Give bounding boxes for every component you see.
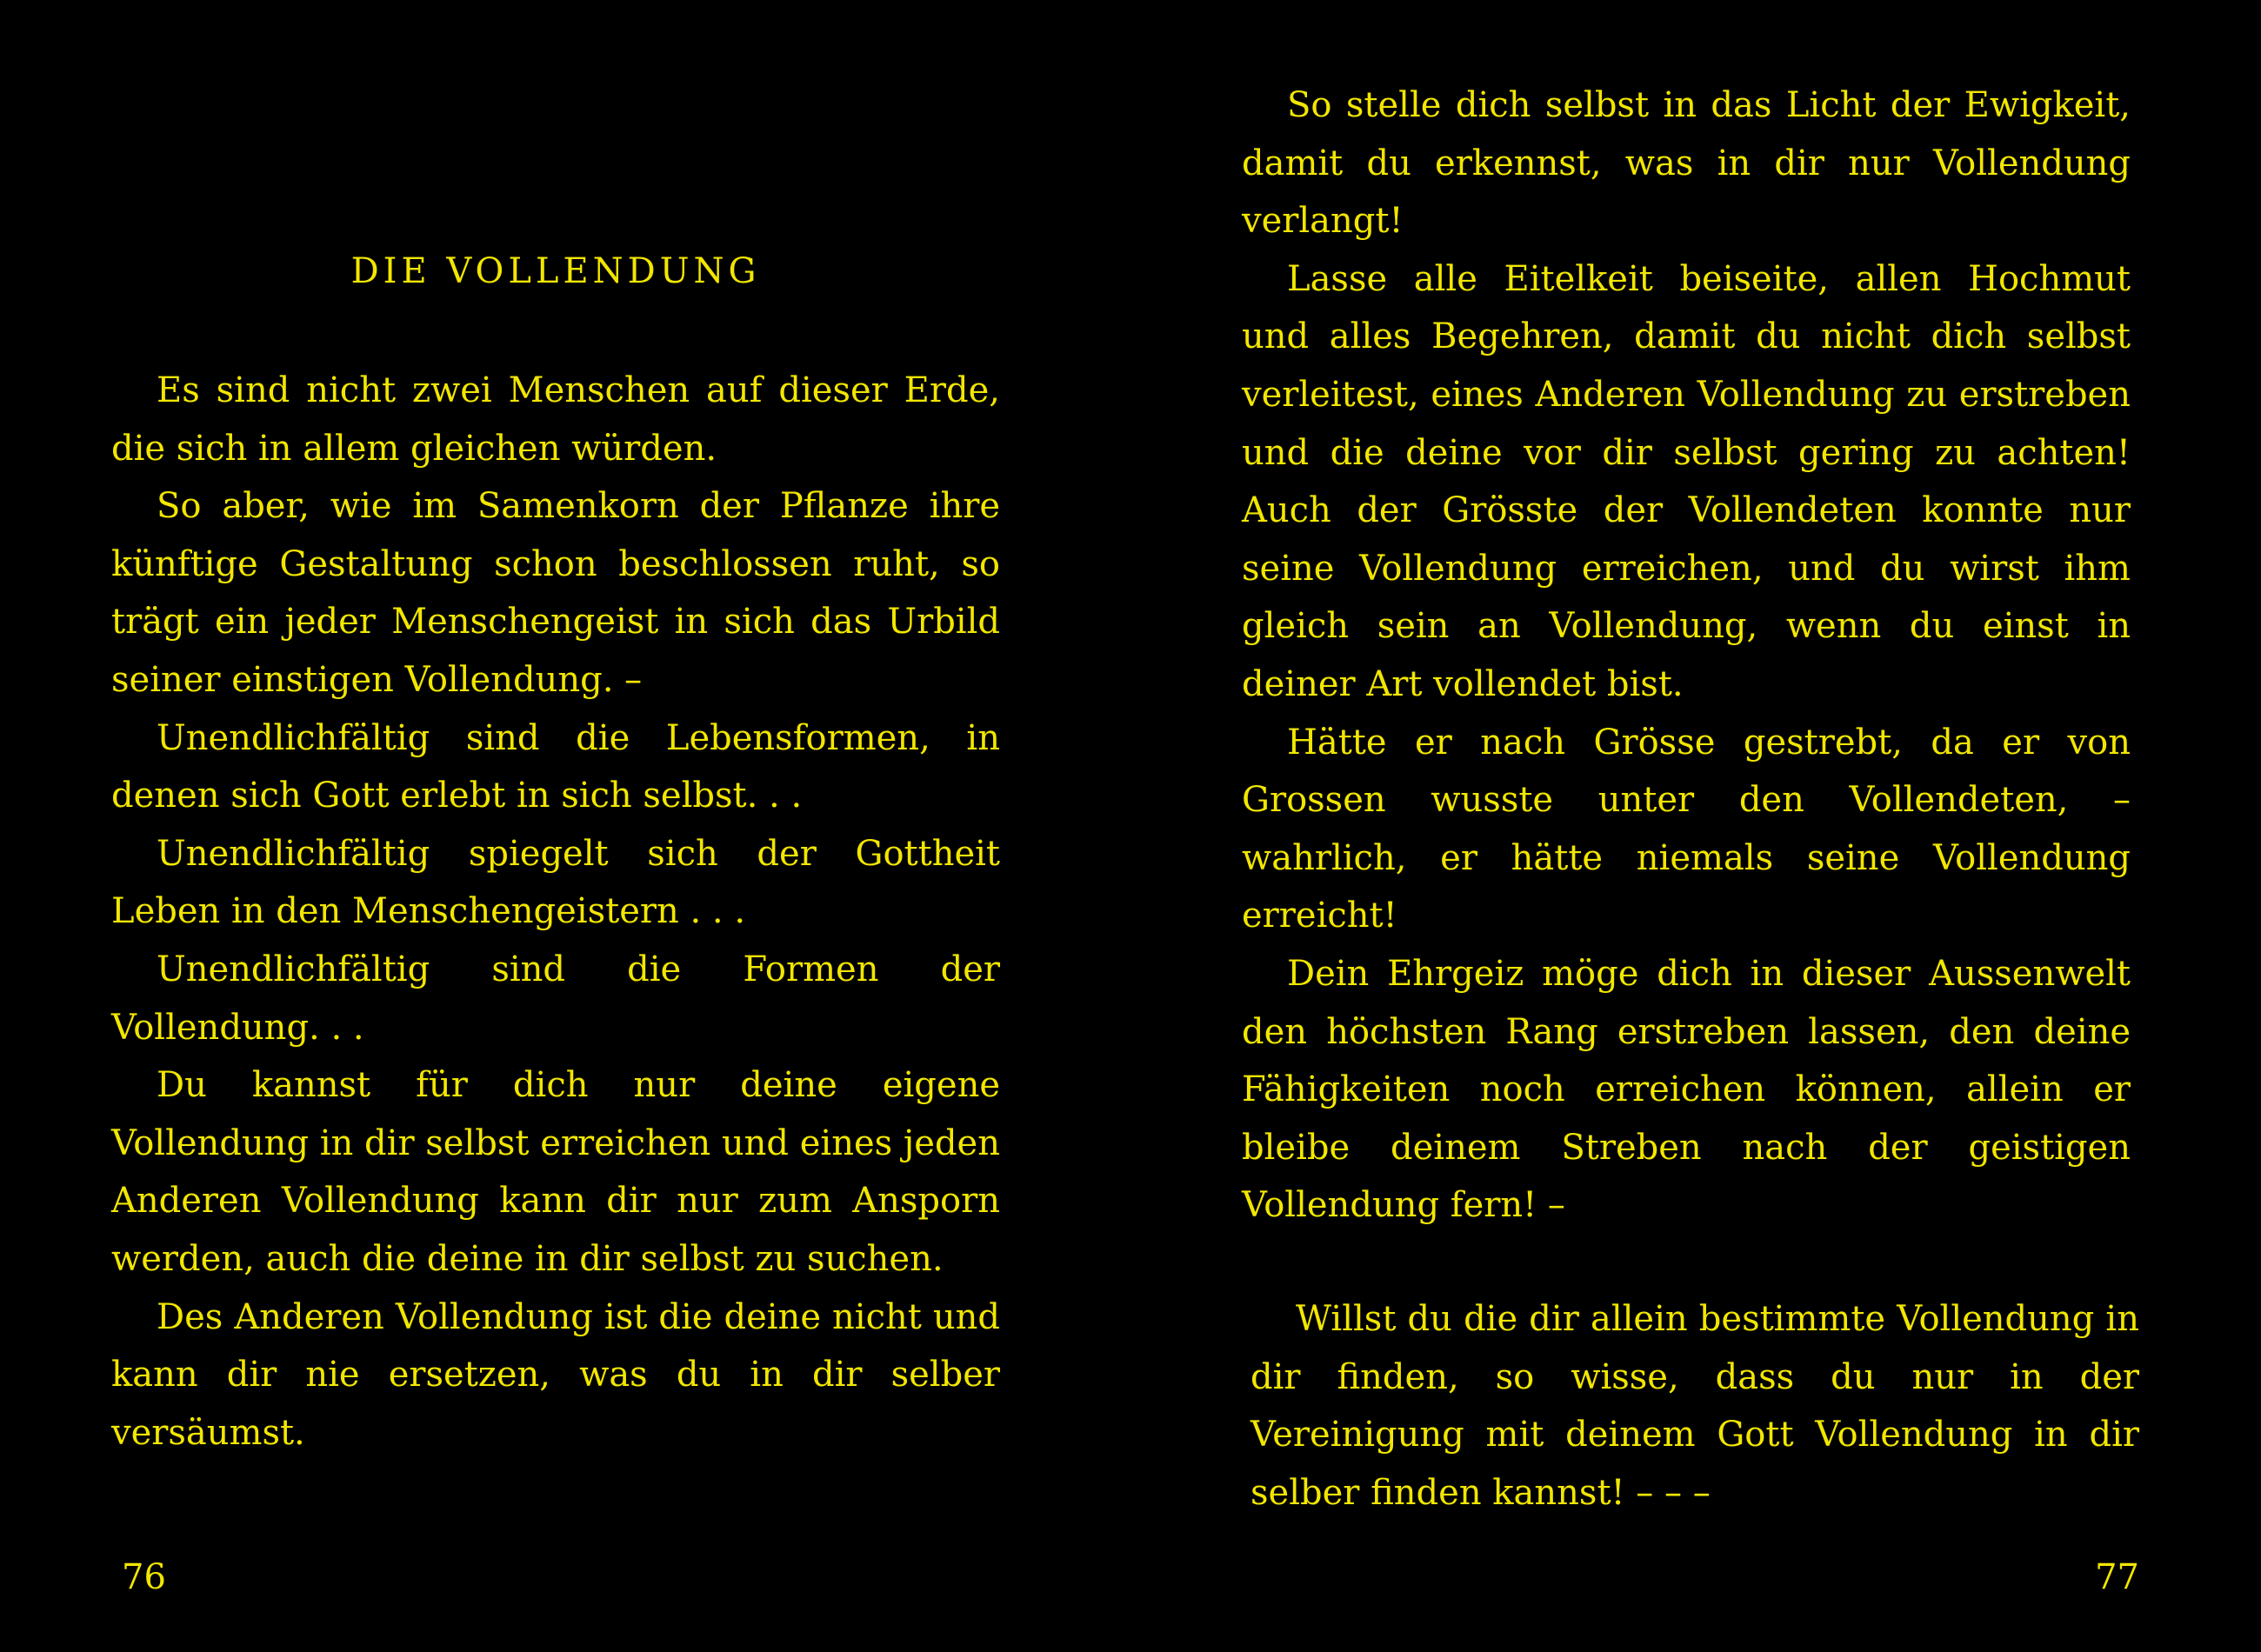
right-closing-text — [1251, 1290, 2139, 1522]
page-number-right: 77 — [2095, 1557, 2139, 1597]
right-page — [1130, 0, 2261, 1652]
paragraph: Unendlichfältig sind die Formen der Vollendung. . . — [111, 949, 1000, 1048]
paragraph: Des Anderen Vollendung ist die deine nicht und kann dir nie ersetzen, was du in dir selber versäumst. — [111, 1296, 1000, 1453]
paragraph: Willst du die dir allein bestimmte Vollendung in dir finden, so wisse, dass du nur in der Vereinigung mit deinem Gott Vollendung in dir selber finden kannst! – – – — [1251, 1299, 2139, 1513]
paragraph: Unendlichfältig spiegelt sich der Gottheit Leben in den Menschengeistern . . . — [111, 833, 1000, 932]
paragraph: Es sind nicht zwei Menschen auf dieser Erde, die sich in allem gleichen würden. — [111, 370, 1000, 469]
left-page — [0, 0, 1130, 1652]
right-body-text — [1242, 77, 2131, 1235]
paragraph: Hätte er nach Grösse gestrebt, da er von Grossen wusste unter den Vollendeten, – wahrlich, er hätte niemals seine Vollendung erreicht! — [1242, 722, 2131, 936]
paragraph: Dein Ehrgeiz möge dich in dieser Aussenwelt den höchsten Rang erstreben lassen, den deine Fähigkeiten noch erreichen können, allein er bleibe deinem Streben nach der geistigen Vollendung fern! – — [1242, 953, 2131, 1226]
page-number-left: 76 — [122, 1557, 166, 1597]
paragraph: Unendlichfältig sind die Lebensformen, in denen sich Gott erlebt in sich selbst. . . — [111, 717, 1000, 816]
paragraph: Lasse alle Eitelkeit beiseite, allen Hochmut und alles Begehren, damit du nicht dich selbst verleitest, eines Anderen Vollendung zu erstreben und die deine vor dir selbst gering zu achten! Auch der Grösste der Vollendeten konnte nur seine Vollendung erreichen, und du wirst ihm gleich sein an Vollendung, wenn du einst in deiner Art vollendet bist. — [1242, 258, 2131, 704]
paragraph: So stelle dich selbst in das Licht der Ewigkeit, damit du erkennst, was in dir nur Vollendung verlangt! — [1242, 85, 2131, 242]
paragraph: Du kannst für dich nur deine eigene Vollendung in dir selbst erreichen und eines jeden Anderen Vollendung kann dir nur zum Ansporn werden, auch die deine in dir selbst zu suchen. — [111, 1065, 1000, 1279]
paragraph: So aber, wie im Samenkorn der Pflanze ihre künftige Gestaltung schon beschlossen ruht, so trägt ein jeder Menschengeist in sich das Urbild seiner einstigen Vollendung. – — [111, 486, 1000, 700]
chapter-title: DIE VOLLENDUNG — [350, 251, 761, 291]
left-body-text — [111, 362, 1000, 1462]
